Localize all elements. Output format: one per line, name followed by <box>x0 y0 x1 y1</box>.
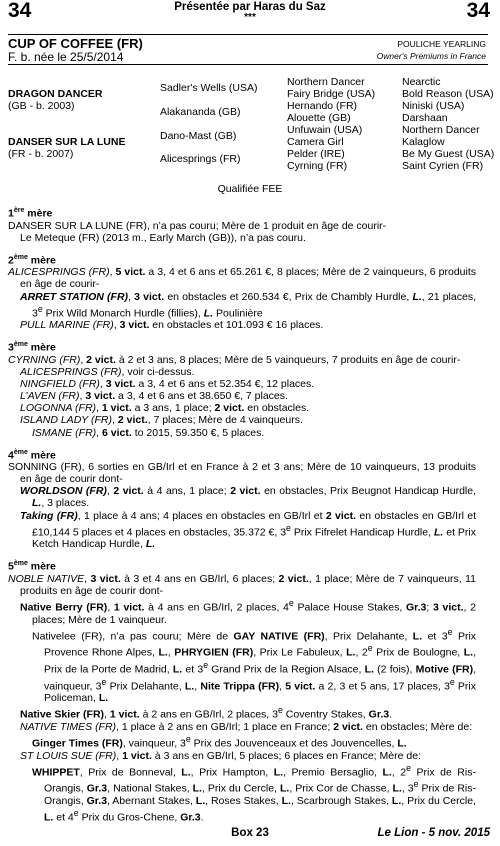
dam3-produce-2: NINGFIELD (FR), 3 vict. a 3, 4 et 6 ans et 52.354 €, 12 places. <box>20 378 315 391</box>
dam3-produce-6: ISMANE (FR), 6 vict. to 2015, 59.350 €, 5 places. <box>32 426 265 439</box>
dam3-produce-4: LOGONNA (FR), 1 vict. a 3 ans, 1 place; 2 vict. en obstacles. <box>20 402 310 415</box>
lot-number-left: 34 <box>8 0 32 22</box>
footer-box: Box 23 <box>231 827 269 839</box>
qualification: Qualifiée FEE <box>217 183 283 195</box>
section-3rd-dam <box>8 339 476 438</box>
gen4-7: Be My Guest (USA) <box>402 148 495 160</box>
gen4-8: Saint Cyrien (FR) <box>402 160 484 172</box>
gen4-1: Nearctic <box>402 76 441 88</box>
dam-name: DANSER SUR LA LUNE <box>8 136 126 148</box>
dam5-produce-4: ST LOUIS SUE (FR), 1 vict. à 3 ans en GB/Irl, 5 places; 6 places en France; Mère de: <box>20 749 421 762</box>
dam5-produce-2: Native Skier (FR), 1 vict. à 2 ans en GB/Irl, 2 places, 3e Coventry Stakes, Gr.3. <box>20 705 393 721</box>
gen3-5: Unfuwain (USA) <box>287 124 363 136</box>
category: POULICHE YEARLING <box>397 39 486 49</box>
gen3-7: Pelder (IRE) <box>287 148 345 160</box>
dam4-produce-1: WORLDSON (FR), 2 vict. à 4 ans, 1 place; 2 vict. en obstacles, Prix Beugnot Handicap Hurdle, L., 3 places. <box>20 485 476 510</box>
horse-name: CUP OF COFFEE (FR) <box>8 36 143 51</box>
section-1st-dam <box>8 205 476 244</box>
heading-4th-dam: 4ème mère <box>8 448 56 462</box>
dam1-produce: Le Meteque (FR) (2013 m., Early March (GB)), n’a pas couru. <box>20 231 306 244</box>
produce-record <box>8 205 476 824</box>
dam5-produce-1a: Nativelee (FR), n’a pas couru; Mère de GAY NATIVE (FR), Prix Delahante, L. et 3e Prix Provence Rhone Alpes, L., PHRYGIEN (FR), Prix Le Fabuleux, L., 2e Prix de Boulogne, L., Prix de la Porte de Madrid, L. et 3e Grand Prix de la Region Alsace, L. (2 fois), Motive (FR), vainqueur, 3e Prix Delahante, L., Nite Trippa (FR), 5 vict. a 2, 3 et 5 ans, 17 places, 3e Prix Policeman, L. <box>32 626 477 705</box>
dob-line: F. b. née le 25/5/2014 <box>8 50 124 64</box>
heading-3rd-dam: 3ème mère <box>8 341 56 354</box>
dam3-produce-3: L’AVEN (FR), 3 vict. a 3, 4 et 6 ans et 38.650 €, 7 places. <box>20 390 288 403</box>
dam-info: (FR - b. 2007) <box>8 148 74 160</box>
dam3-para: CYRNING (FR), 2 vict. à 2 et 3 ans, 8 places; Mère de 5 vainqueurs, 7 produits en âge de courir- <box>8 353 461 366</box>
gen3-8: Cyrning (FR) <box>287 160 348 172</box>
dam2-para: ALICESPRINGS (FR), 5 vict. a 3, 4 et 6 ans et 65.261 €, 8 places; Mère de 2 vainqueurs, 6 produits en âge de courir- <box>8 266 476 291</box>
section-4th-dam <box>8 447 476 551</box>
heading-5th-dam: 5ème mère <box>8 560 56 573</box>
section-2nd-dam <box>8 252 476 332</box>
gen4-2: Bold Reason (USA) <box>402 88 494 100</box>
footer-sale: Le Lion - 5 nov. 2015 <box>377 827 490 839</box>
dam5-produce-4a: WHIPPET, Prix de Bonneval, L., Prix Hampton, L., Premio Bersaglio, L., 2e Prix de Ris-Orangis, Gr.3, National Stakes, L., Prix du Cercle, L., Prix Cor de Chasse, L., 3e Prix de Ris-Orangis, Gr.3, Abernant Stakes, L., Roses Stakes, L., Scarbrough Stakes, L., Prix du Cercle, L. et 4e Prix du Gros-Chene, Gr.3. <box>32 762 476 824</box>
gen2-4: Alicesprings (FR) <box>160 153 241 165</box>
gen2-1: Sadler's Wells (USA) <box>160 82 258 94</box>
gen4-5: Northern Dancer <box>402 124 480 136</box>
dam4-para: SONNING (FR), 6 sorties en GB/Irl et en France à 2 et 3 ans; Mère de 10 vainqueurs, 13 produits en âge de courir dont- <box>8 461 476 486</box>
stars: *** <box>244 12 256 23</box>
dam3-produce-5: ISLAND LADY (FR), 2 vict., 7 places; Mère de 4 vainqueurs. <box>20 414 303 427</box>
dam5-produce-3: NATIVE TIMES (FR), 1 place à 2 ans en GB/Irl; 1 place en France; 2 vict. en obstacles; Mère de: <box>20 720 473 733</box>
owner-note: Owner's Premiums in France <box>376 51 486 61</box>
dam5-produce-1: Native Berry (FR), 1 vict. à 4 ans en GB/Irl, 2 places, 4e Palace House Stakes, Gr.3; 3 vict., 2 places; Mère de 1 vainqueur. <box>20 598 476 626</box>
gen3-3: Hernando (FR) <box>287 100 358 112</box>
section-5th-dam <box>8 558 476 823</box>
presented-by: Présentée par Haras du Saz <box>174 1 326 13</box>
dam2-produce-2: PULL MARINE (FR), 3 vict. en obstacles et 101.093 € 16 places. <box>20 319 324 332</box>
sire-name: DRAGON DANCER <box>8 88 103 100</box>
dam5-produce-3a: Ginger Times (FR), vainqueur, 3e Prix des Jouvenceaux et des Jouvencelles, L. <box>32 733 407 750</box>
gen4-6: Kalaglow <box>402 136 445 148</box>
gen2-2: Alakananda (GB) <box>160 106 241 118</box>
dam2-produce-1: ARRET STATION (FR), 3 vict. en obstacles et 260.534 €, Prix de Chambly Hurdle, L., 21 places, 3e Prix Wild Monarch Hurdle (fillies), L. Poulinière <box>20 290 476 320</box>
dam4-produce-2: Taking (FR), 1 place à 4 ans; 4 places en obstacles en GB/Irl et 2 vict. en obstacles en GB/Irl et £10,144 5 places et 4 places en obstacles, 35.372 €, 3e Prix Fifrelet Handicap Hurdle, L. et Prix Ketch Handicap Hurdle, L. <box>20 509 476 551</box>
lot-number-right: 34 <box>466 0 490 22</box>
gen3-2: Fairy Bridge (USA) <box>287 88 376 100</box>
heading-2nd-dam: 2ème mère <box>8 253 56 267</box>
dam1-para: DANSER SUR LA LUNE (FR), n’a pas couru; Mère de 1 produit en âge de courir- <box>8 219 387 232</box>
heading-1st-dam: 1ère mère <box>8 207 53 220</box>
dam3-produce-1: ALICESPRINGS (FR), voir ci-dessus. <box>20 366 195 379</box>
gen4-3: Niniski (USA) <box>402 100 465 112</box>
gen3-1: Northern Dancer <box>287 76 365 88</box>
gen4-4: Darshaan <box>402 112 448 124</box>
dam5-para: NOBLE NATIVE, 3 vict. à 3 et 4 ans en GB/Irl, 6 places; 2 vict., 1 place; Mère de 7 vainqueurs, 11 produits en âge de courir dont- <box>8 572 476 598</box>
divider-bottom <box>8 64 488 65</box>
gen3-6: Camera Girl <box>287 136 344 148</box>
gen2-3: Dano-Mast (GB) <box>160 130 237 142</box>
divider-top <box>8 34 488 35</box>
gen3-4: Alouette (GB) <box>287 112 351 124</box>
sire-info: (GB - b. 2003) <box>8 100 75 112</box>
